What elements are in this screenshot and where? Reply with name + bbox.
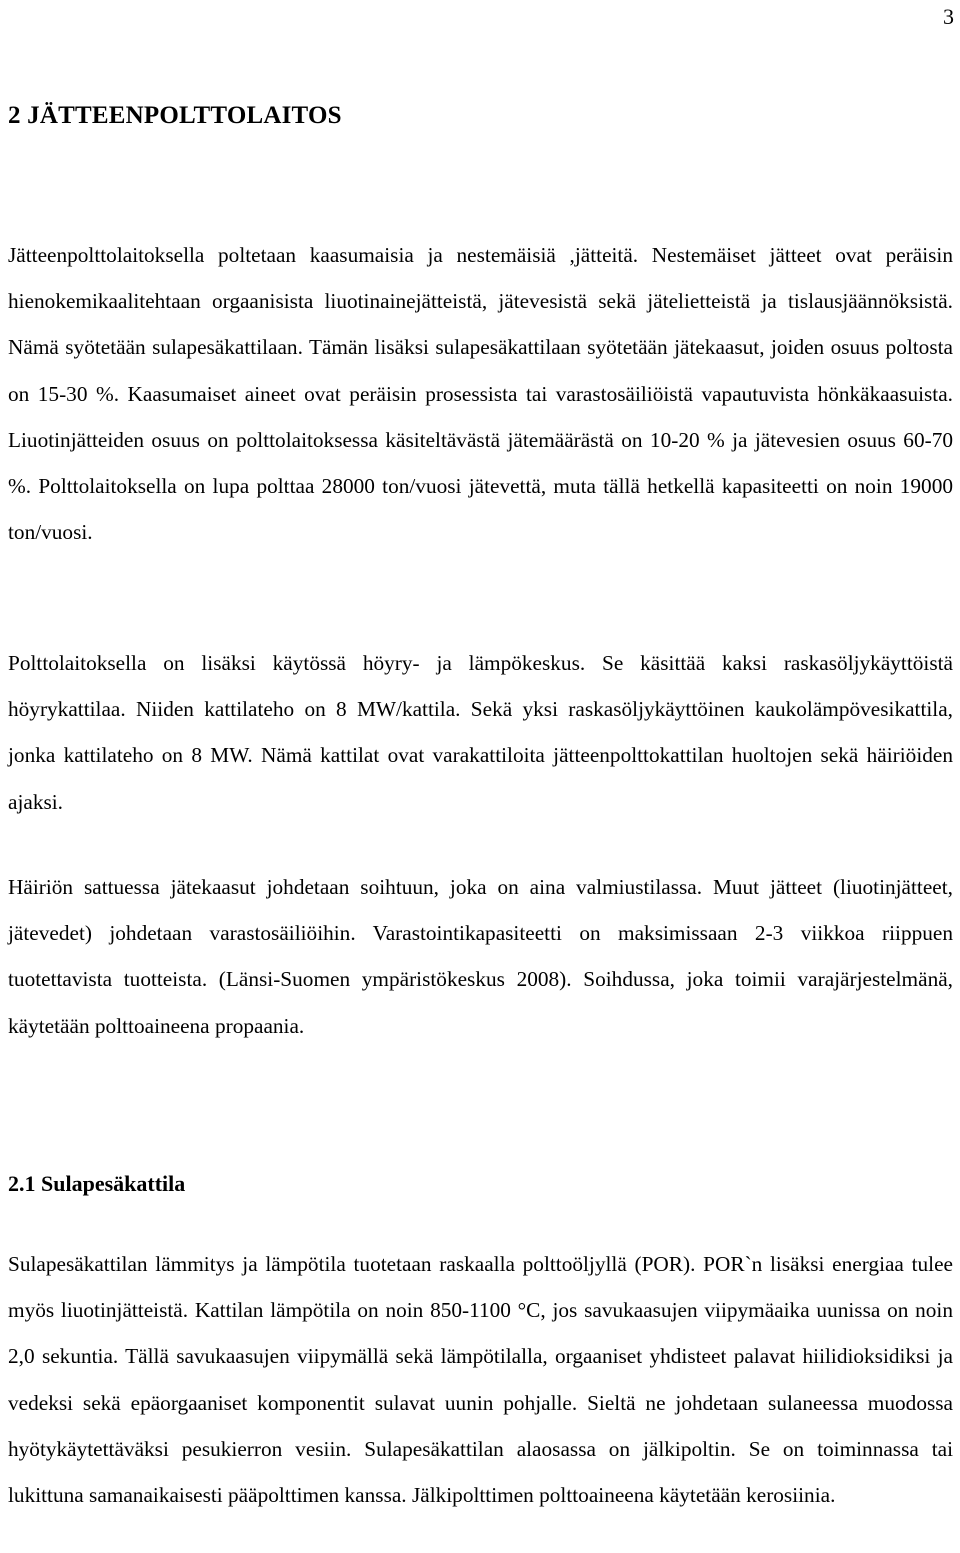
paragraph-plant-overview: Jätteenpolttolaitoksella poltetaan kaasumaisia ja nestemäisiä ,jätteitä. Nestemäiset jätteet ovat peräisin hienokemikaalitehtaan orgaanisista liuotinainejätteistä, jätevesistä sekä jätelietteistä ja tislausjäännöksistä. Nämä syötetään sulapesäkattilaan. Tämän lisäksi sulapesäkattilaan syötetään jätekaasut, joiden osuus poltosta on 15-30 %. Kaasumaiset aineet ovat peräisin prosessista tai varastosäiliöistä vapautuvista hönkäkaasuista. Liuotinjätteiden osuus on polttolaitoksessa käsiteltävästä jätemäärästä on 10-20 % ja jätevesien osuus 60-70 %. Polttolaitoksella on lupa polttaa 28000 ton/vuosi jätevettä, muta tällä hetkellä kapasiteetti on noin 19000 ton/vuosi.: [8, 243, 953, 545]
section-heading: 2.1 Sulapesäkattila: [8, 1171, 186, 1196]
page-number: 3: [943, 4, 954, 29]
paragraph-disturbance-handling: Häiriön sattuessa jätekaasut johdetaan soihtuun, joka on aina valmiustilassa. Muut jätteet (liuotinjätteet, jätevedet) johdetaan varastosäiliöihin. Varastointikapasiteetti on maksimissaan 2-3 viikkoa riippuen tuotettavista tuotteista. (Länsi-Suomen ympäristökeskus 2008). Soihdussa, joka toimii varajärjestelmänä, käytetään polttoaineena propaania.: [8, 875, 953, 1038]
chapter-heading: 2 JÄTTEENPOLTTOLAITOS: [8, 102, 342, 129]
paragraph-steam-heating-center: Polttolaitoksella on lisäksi käytössä höyry- ja lämpökeskus. Se käsittää kaksi raskasöljykäyttöistä höyrykattilaa. Niiden kattilateho on 8 MW/kattila. Sekä yksi raskasöljykäyttöinen kaukolämpövesikattila, jonka kattilateho on 8 MW. Nämä kattilat ovat varakattiloita jätteenpolttokattilan huoltojen sekä häiriöiden ajaksi.: [8, 651, 953, 814]
paragraph-melt-washing-boiler: Sulapesäkattilan lämmitys ja lämpötila tuotetaan raskaalla polttoöljyllä (POR). POR`n lisäksi energiaa tulee myös liuotinjätteistä. Kattilan lämpötila on noin 850-1100 °C, jos savukaasujen viipymäaika uunissa on noin 2,0 sekuntia. Tällä savukaasujen viipymällä sekä lämpötilalla, orgaaniset yhdisteet palavat hiilidioksidiksi ja vedeksi sekä epäorgaaniset komponentit sulavat uunin pohjalle. Sieltä ne johdetaan sulaneessa muodossa hyötykäytettäväksi pesukierron vesiin. Sulapesäkattilan alaosassa on jälkipoltin. Se on toiminnassa tai lukittuna samanaikaisesti pääpolttimen kanssa. Jälkipolttimen polttoaineena käytetään kerosiinia.: [8, 1252, 953, 1508]
